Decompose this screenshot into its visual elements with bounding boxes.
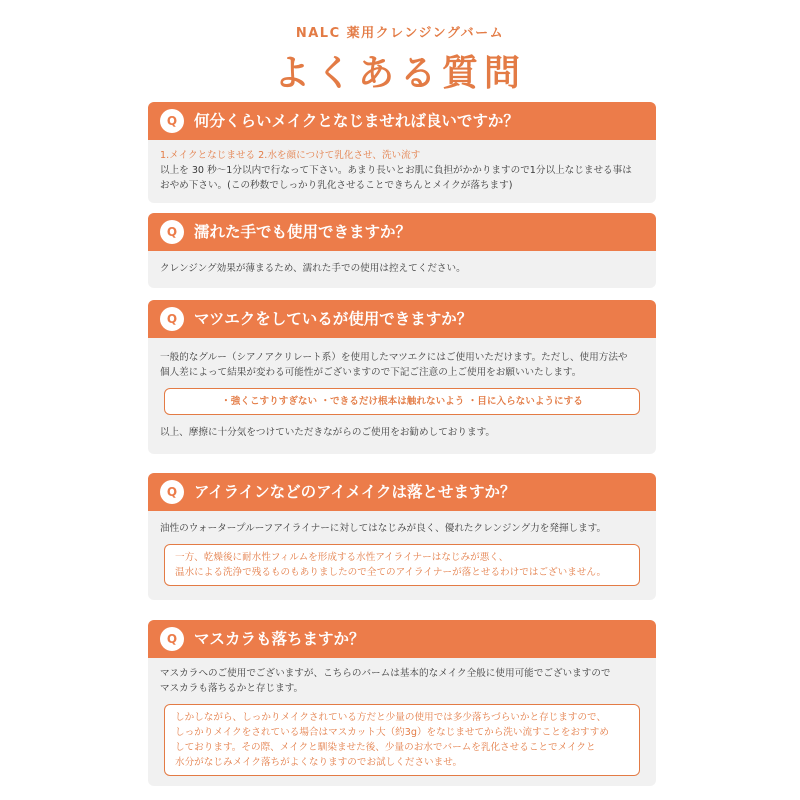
answer-line: マスカラも落ちるかと存じます。	[160, 683, 304, 694]
faq-card-5	[148, 620, 656, 786]
q-badge-icon: Q	[160, 627, 184, 651]
question-text: マツエクをしているが使用できますか？	[194, 310, 473, 328]
q-badge-icon: Q	[160, 220, 184, 244]
note-line: しております。その際、メイクと馴染ませた後、少量のお水でバームを乳化させることでメイクと	[175, 742, 596, 753]
note-line: 一方、乾燥後に耐水性フィルムを形成する水性アイライナーはなじみが悪く、	[175, 552, 509, 563]
answer-steps: 1.メイクとなじませる 2.水を顔につけて乳化させ、洗い流す	[160, 150, 421, 161]
answer-line: 個人差によって結果が変わる可能性がございますので下記ご注意の上ご使用をお願いいたします。	[160, 367, 582, 378]
caution-note	[164, 704, 640, 776]
faq-card-4	[148, 473, 656, 600]
answer-line: マスカラへのご使用でございますが、こちらのバームは基本的なメイク全般に使用可能でございますので	[160, 668, 611, 679]
answer	[148, 511, 656, 600]
answer	[148, 140, 656, 203]
caution-note	[164, 388, 640, 415]
answer-line: クレンジング効果が薄まるため、濡れた手での使用は控えてください。	[160, 263, 466, 274]
caution-note	[164, 544, 640, 586]
question-bar	[148, 300, 656, 338]
question-bar	[148, 102, 656, 140]
q-badge-icon: Q	[160, 109, 184, 133]
note-line: 温水による洗浄で残るものもありましたので全てのアイライナーが落とせるわけではございません。	[175, 567, 607, 578]
brand-name: NALC 薬用クレンジングバーム	[295, 26, 505, 41]
question-text: 何分くらいメイクとなじませれば良いですか？	[194, 112, 519, 130]
note-line: ・強くこすりすぎない ・できるだけ根本は触れないよう ・目に入らないようにする	[221, 396, 583, 407]
faq-card-2	[148, 213, 656, 288]
faq-card-3	[148, 300, 656, 454]
question-bar	[148, 620, 656, 658]
q-badge-icon: Q	[160, 480, 184, 504]
answer-line: 油性のウォータープルーフアイライナーに対してはなじみが良く、優れたクレンジング力を発揮します。	[160, 523, 607, 534]
page-title: よくある質問	[273, 52, 526, 94]
faq-card-1	[148, 102, 656, 203]
answer	[148, 658, 656, 786]
question-text: アイラインなどのアイメイクは落とせますか？	[194, 483, 516, 501]
answer-line: 一般的なグルー（シアノアクリレート系）を使用したマツエクにはご使用いただけます。ただし、使用方法や	[160, 352, 628, 363]
q-badge-icon: Q	[160, 307, 184, 331]
note-line: しかしながら、しっかりメイクされている方だと少量の使用では多少落ちづらいかと存じますので、	[175, 712, 607, 723]
note-line: 水分がなじみメイク落ちがよくなりますのでお試しくださいませ。	[175, 757, 463, 768]
question-text: マスカラも落ちますか？	[194, 630, 365, 648]
answer-line: 以上を 30 秒〜1分以内で行なって下さい。あまり長いとお肌に負担がかかりますので1分以上なじませる事は	[160, 165, 632, 176]
answer-line: 以上、摩擦に十分気をつけていただきながらのご使用をお勧めしております。	[160, 427, 496, 438]
answer-line: おやめ下さい。(この秒数でしっかり乳化させることできちんとメイクが落ちます)	[160, 180, 513, 191]
answer	[148, 338, 656, 454]
answer	[148, 251, 656, 288]
question-text: 濡れた手でも使用できますか？	[194, 223, 412, 241]
question-bar	[148, 213, 656, 251]
question-bar	[148, 473, 656, 511]
note-line: しっかりメイクをされている場合はマスカット大（約3g）をなじませてから洗い流すことをおすすめ	[175, 727, 609, 738]
